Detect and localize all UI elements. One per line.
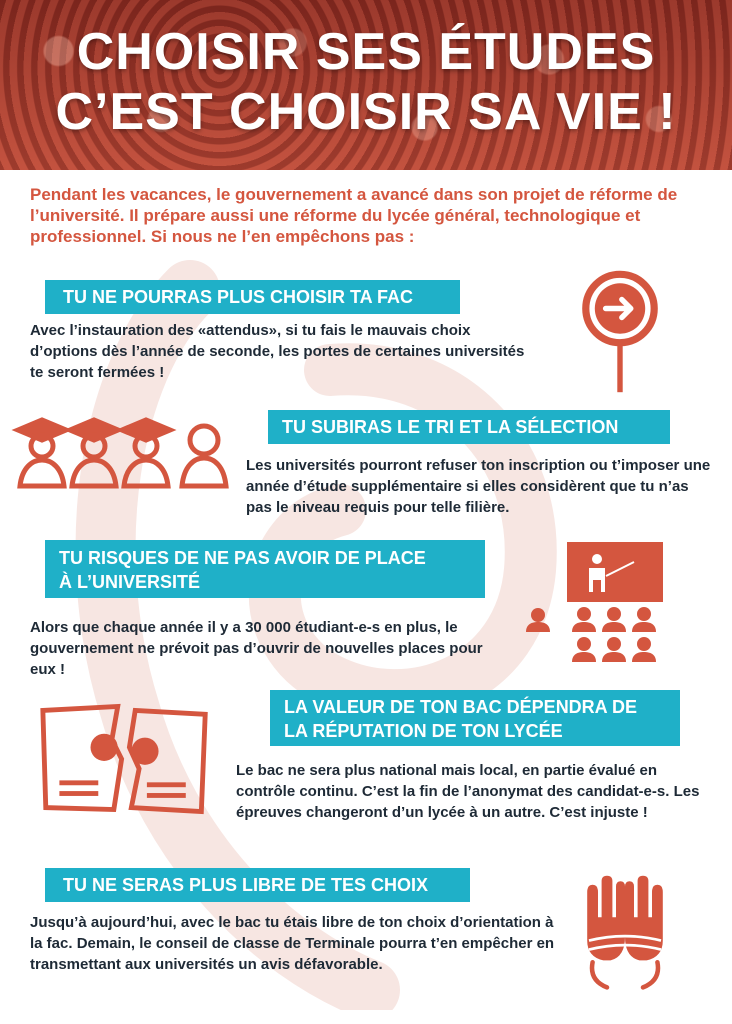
torn-diploma-icon [38, 700, 213, 818]
no-entry-sign-icon [575, 266, 665, 396]
section-4-title [270, 690, 680, 746]
section-2-title [268, 410, 670, 444]
section-3-title-line-1: TU RISQUES DE NE PAS AVOIR DE PLACE [59, 548, 426, 568]
section-4-text: Le bac ne sera plus national mais local, en partie évalué en contrôle continu. C’est la fin de l’anonymat des candidat-e-s. Les épreuves changeront d’un lycée à un autre. C’est injuste ! [236, 762, 700, 821]
title-line-1: CHOISIR SES ÉTUDES [76, 23, 656, 81]
graduates-icon [8, 412, 248, 492]
section-4-title-line-2: LA RÉPUTATION DE TON LYCÉE [284, 721, 563, 741]
section-2-text: Les universités pourront refuser ton inscription ou t’imposer une année d’étude supplémentaire si elles considèrent que tu n’as pas le niveau requis pour telle filière. [246, 457, 711, 516]
section-3-title [45, 540, 485, 598]
tied-hands-icon [580, 870, 670, 995]
section-3-text: Alors que chaque année il y a 30 000 étudiant-e-s en plus, le gouvernement ne prévoit pas d’ouvrir de nouvelles places pour eux ! [30, 619, 483, 678]
section-1-title-text: TU NE POURRAS PLUS CHOISIR TA FAC [63, 287, 414, 307]
section-1-title [45, 280, 460, 314]
section-4-title-line-1: LA VALEUR DE TON BAC DÉPENDRA DE [284, 697, 638, 717]
section-3-title-line-2: À L’UNIVERSITÉ [59, 572, 201, 592]
hero-banner [0, 0, 732, 170]
section-5-title [45, 868, 470, 902]
title-line-2: C’EST CHOISIR SA VIE ! [55, 83, 677, 141]
section-5-text: Jusqu’à aujourd’hui, avec le bac tu étais libre de ton choix d’orientation à la fac. Demain, le conseil de classe de Terminale pourra t’en empêcher en transmettant aux universités un avis défavorable. [30, 914, 555, 973]
section-2-title-text: TU SUBIRAS LE TRI ET LA SÉLECTION [282, 417, 619, 437]
section-1-text: Avec l’instauration des «attendus», si tu fais le mauvais choix d’options dès l’année de seconde, les portes de certaines universités te seront fermées ! [30, 322, 525, 381]
page-title [0, 22, 732, 142]
section-5-title-text: TU NE SERAS PLUS LIBRE DE TES CHOIX [63, 875, 429, 895]
classroom-icon [522, 540, 672, 670]
intro-text: Pendant les vacances, le gouvernement a avancé dans son projet de réforme de l’université. Il prépare aussi une réforme du lycée général, technologique et professionnel. Si nous ne l’en empêchons pas : [30, 185, 678, 246]
